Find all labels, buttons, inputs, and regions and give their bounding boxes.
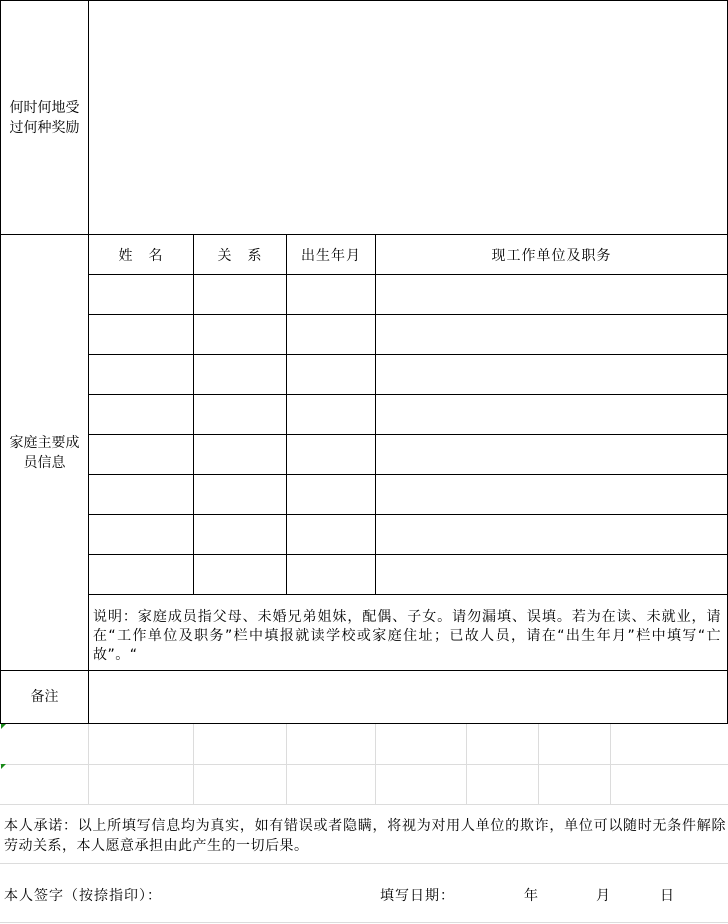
family-header-relation: 关 系 [193, 234, 287, 275]
family-cell-birth[interactable] [286, 314, 376, 355]
date-label: 填写日期： [380, 888, 455, 904]
remarks-label: 备注 [0, 670, 89, 724]
family-cell-name[interactable] [88, 394, 194, 435]
family-cell-name[interactable] [88, 274, 194, 315]
family-cell-relation[interactable] [193, 274, 287, 315]
family-cell-employer[interactable] [375, 474, 728, 515]
family-cell-employer[interactable] [375, 394, 728, 435]
family-cell-employer[interactable] [375, 434, 728, 475]
month-label: 月 [596, 888, 611, 904]
family-cell-name[interactable] [88, 554, 194, 595]
family-note: 说明：家庭成员指父母、未婚兄弟姐妹，配偶、子女。请勿漏填、误填。若为在读、未就业，请在“工作单位及职务”栏中填报就读学校或家庭住址；已故人员，请在“出生年月”栏中填写“亡故”。“ [88, 594, 728, 671]
family-cell-relation[interactable] [193, 514, 287, 555]
cell-comment-marker [1, 724, 6, 729]
family-cell-relation[interactable] [193, 554, 287, 595]
family-cell-relation[interactable] [193, 434, 287, 475]
family-cell-relation[interactable] [193, 354, 287, 395]
family-cell-birth[interactable] [286, 274, 376, 315]
family-cell-birth[interactable] [286, 474, 376, 515]
year-label: 年 [524, 888, 539, 904]
family-cell-name[interactable] [88, 354, 194, 395]
signature-label: 本人签字（按捺指印）： [4, 888, 162, 904]
family-cell-employer[interactable] [375, 274, 728, 315]
family-cell-employer[interactable] [375, 514, 728, 555]
family-cell-employer[interactable] [375, 554, 728, 595]
family-label: 家庭主要成员信息 [0, 234, 89, 671]
family-cell-birth[interactable] [286, 354, 376, 395]
family-cell-birth[interactable] [286, 394, 376, 435]
family-cell-birth[interactable] [286, 434, 376, 475]
cell-comment-marker [1, 764, 6, 769]
family-cell-birth[interactable] [286, 514, 376, 555]
family-header-employer: 现工作单位及职务 [375, 234, 728, 275]
family-cell-name[interactable] [88, 314, 194, 355]
family-cell-employer[interactable] [375, 354, 728, 395]
family-cell-relation[interactable] [193, 474, 287, 515]
family-cell-employer[interactable] [375, 314, 728, 355]
awards-label: 何时何地受过何种奖励 [0, 0, 89, 235]
family-cell-relation[interactable] [193, 314, 287, 355]
family-cell-name[interactable] [88, 514, 194, 555]
family-cell-birth[interactable] [286, 554, 376, 595]
remarks-field[interactable] [88, 670, 728, 724]
pledge-text: 本人承诺：以上所填写信息均为真实，如有错误或者隐瞒，将视为对用人单位的欺诈，单位可以随时无条件解除劳动关系，本人愿意承担由此产生的一切后果。 [4, 818, 726, 854]
family-header-birth: 出生年月 [286, 234, 376, 275]
day-label: 日 [660, 888, 675, 904]
family-cell-name[interactable] [88, 434, 194, 475]
family-cell-relation[interactable] [193, 394, 287, 435]
family-header-name: 姓 名 [88, 234, 194, 275]
awards-field[interactable] [88, 0, 728, 235]
family-cell-name[interactable] [88, 474, 194, 515]
